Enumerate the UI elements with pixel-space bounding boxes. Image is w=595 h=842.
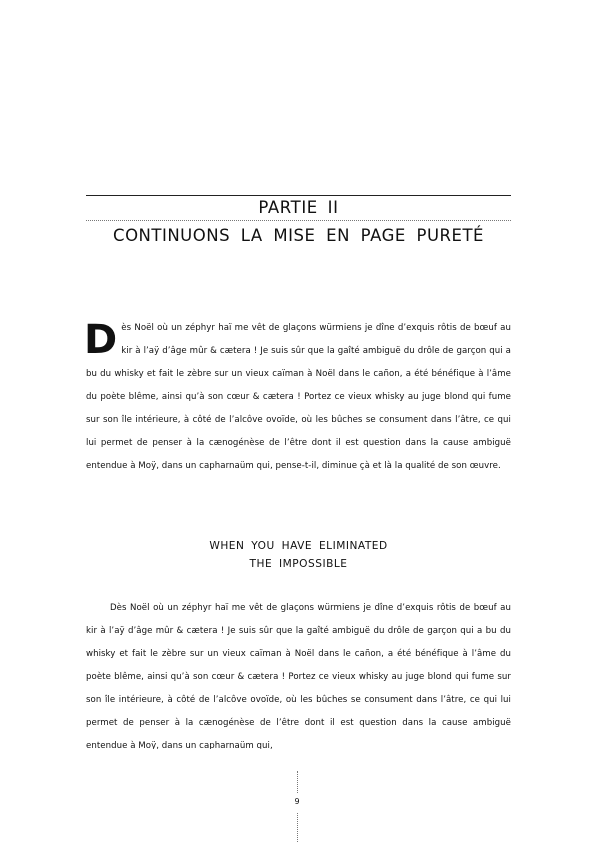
- section-heading-line-2: THE IMPOSSIBLE: [249, 557, 348, 570]
- part-title: PARTIE II: [258, 198, 339, 217]
- drop-cap: D: [84, 317, 118, 363]
- footer-rule-lower: [297, 813, 298, 842]
- section-heading: [86, 538, 511, 573]
- body-paragraph-1: [86, 317, 511, 478]
- top-rule: [86, 195, 511, 196]
- body-paragraph-2: Dès Noël où un zéphyr haï me vêt de glaçons würmiens je dîne d’exquis rôtis de bœuf au kir à l’aÿ d’âge mûr & cætera ! Je suis sûr que la gaîté ambiguë du drôle de garçon qui a bu du whisky et fait le zèbre sur un vieux caïman à Noël dans le cañon, a été bénéfique à l’âme du poète blême, ainsi qu’à son cœur & cætera ! Portez ce vieux whisky au juge blond qui fume sur son île intérieure, à côté de l’alcôve ovoïde, où les bûches se consument dans l’âtre, ce qui lui permet de penser à la cænogénèse de l’être dont il est question dans la cause ambiguë entendue à Moÿ, dans un capharnaüm qui,: [86, 603, 511, 749]
- title-divider: [86, 220, 511, 221]
- section-heading-line-1: WHEN YOU HAVE ELIMINATED: [209, 540, 388, 552]
- chapter-title: CONTINUONS LA MISE EN PAGE PURETÉ: [113, 226, 484, 245]
- page-number: 9: [294, 797, 300, 806]
- paragraph-1-text: ès Noël où un zéphyr haï me vêt de glaçons würmiens je dîne d’exquis rôtis de bœuf au kir à l’aÿ d’âge mûr & cætera ! Je suis sûr que la gaîté ambiguë du drôle de garçon qui a bu du whisky et fait le zèbre sur un vieux caïman à Noël dans le cañon, a été bénéfique à l’âme du poète blême, ainsi qu’à son cœur & cætera ! Portez ce vieux whisky au juge blond qui fume sur son île intérieure, à côté de l’alcôve ovoïde, où les bûches se consument dans l’âtre, ce qui lui permet de penser à la cænogénèse de l’être dont il est question dans la cause ambiguë entendue à Moÿ, dans un capharnaüm qui, pense-t-il, diminue çà et là la qualité de son œuvre.: [86, 323, 511, 471]
- footer-rule-upper: [297, 771, 298, 793]
